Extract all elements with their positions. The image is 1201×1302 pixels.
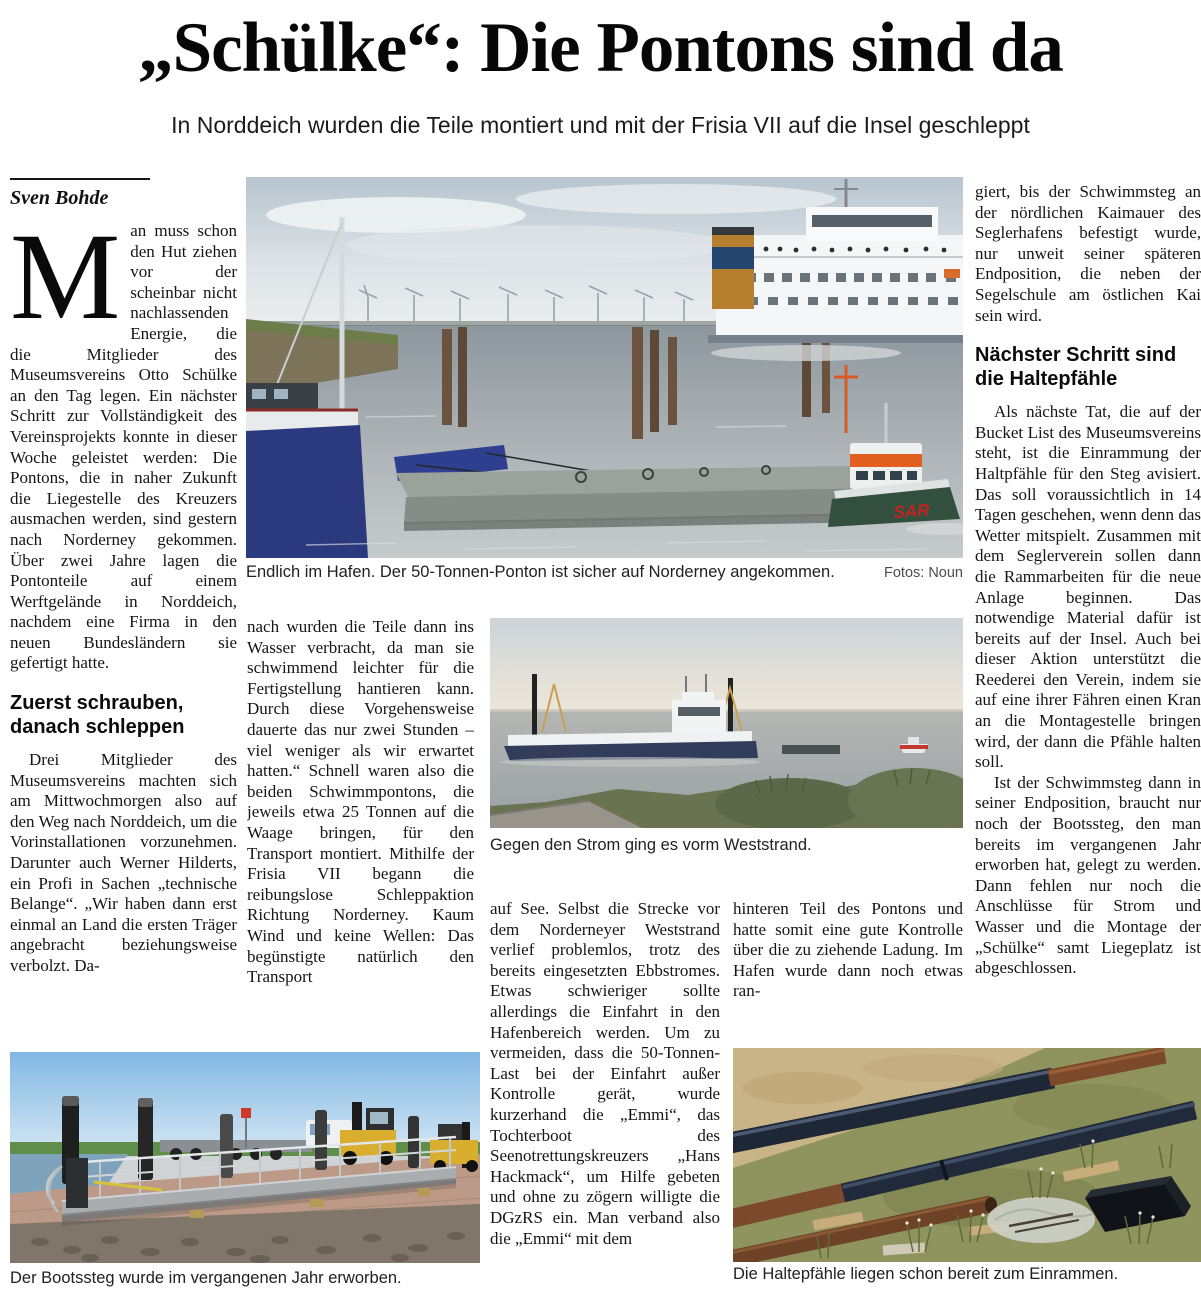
caption-weststrand — [490, 836, 963, 855]
byline-rule — [10, 178, 150, 180]
caption-text: Gegen den Strom ging es vorm Weststrand. — [490, 836, 812, 854]
text-column-2 — [247, 617, 474, 1037]
harbor-scene-illustration — [246, 177, 963, 558]
text-column-4 — [733, 899, 963, 1039]
photo-weststrand — [490, 618, 963, 828]
photo-harbor-arrival — [246, 177, 963, 558]
article-headline: „Schülke“: Die Pontons sind da — [138, 9, 1063, 87]
photo-bootssteg — [10, 1052, 480, 1263]
bootssteg-scene-illustration — [10, 1052, 480, 1263]
caption-text: Endlich im Hafen. Der 50-Tonnen-Ponton ist sicher auf Norderney angekommen. — [246, 563, 835, 581]
towed-pontoon — [782, 745, 840, 754]
haltepfaehle-scene-illustration — [733, 1048, 1201, 1262]
photo-credit: Fotos: Noun — [884, 565, 963, 581]
caption-haltepfaehle — [733, 1265, 1201, 1284]
text-column-3 — [490, 899, 720, 1302]
caption-bootssteg — [10, 1269, 480, 1288]
paragraph: Ist der Schwimmsteg dann in seiner Endposition, braucht nur noch der Bootssteg, den man bereits im vergangenen Jahr erworben hat, gelegt zu werden. Dann fehlen nur noch die Anschlüsse für Strom und Wasser und die Montage der „Schülke“ samt Liegeplatz ist abgeschlossen. — [975, 772, 1201, 978]
subheading-1: Zuerst schrauben, danach schleppen — [10, 692, 185, 739]
paragraph: auf See. Selbst die Strecke vor dem Norderneyer Weststrand verlief problemlos, trotz des bereits eingesetzten Ebbstromes. Etwas schwieriger sollte allerdings die Einfahrt in den Hafenbereich werden. Um zu vermeiden, dass die 50-Tonnen-Last bei der Einfahrt außer Kontrolle gerät, wurde kurzerhand die „Emmi“, das Tochterboot des Seenotrettungskreuzers „Hans Hackmack“, um Hilfe gebeten und ohne zu zögern willigte die DGzRS ein. Man verband also die „Emmi“ mit dem — [490, 899, 720, 1248]
paragraph-text: an muss schon den Hut ziehen vor der scheinbar nicht nachlassenden Energie, die die Mitglieder des Museumsvereins Otto Schülke an den Tag legen. Ein nächster Schritt zur Vollständigkeit des Vereinsprojekts konnte in dieser Woche geleistet werden: Die Pontons, die in naher Zukunft die Liegestelle des Kreuzers ausmachen werden, sind gestern nach Norderney gekommen. Über zwei Jahre lagen die Pontonteile auf einem Werftgelände in Norddeich, nachdem eine Firma in den neuen Bundesländern sie gefertigt hatte. — [10, 221, 237, 673]
weststrand-scene-illustration — [490, 618, 963, 828]
photo-haltepfaehle — [733, 1048, 1201, 1262]
paragraph: nach wurden die Teile dann ins Wasser verbracht, da man sie schwimmend leichter für die Fertigstellung hantieren kann. Durch diese Vorgehensweise dauerte das nur zwei Stunden – viel weniger als wir erwartet hatten.“ Schnell waren also die beiden Schwimmpontons, die jeweils etwa 25 Tonnen auf die Waage bringen, für den Transport montiert. Mithilfe der Frisia VII begann die reibungslose Schleppaktion Richtung Norderney. Kaum Wind und keine Wellen: Das begünstigte natürlich den Transport — [247, 617, 474, 987]
text-column-1 — [10, 221, 237, 1033]
paragraph: Als nächste Tat, die auf der Bucket List des Museumsvereins steht, ist die Einrammung der Haltpfähle für den Steg avisiert. Das soll voraussichtlich in 14 Tagen geschehen, wenn denn das Wetter mitspielt. Zusammen mit dem Seglerverein sollen dann die Rammarbeiten für die neue Anlage beginnen. Das notwendige Material dafür ist bereits auf der Insel. Auch bei dieser Aktion unterstützt die Reederei den Verein, indem sie auf eine ihrer Fähren einen Kran an die Montagestelle bringen wird, der dann die Pfähle halten soll. — [975, 402, 1201, 772]
byline — [10, 178, 237, 210]
author-name: Sven Bohde — [10, 187, 109, 209]
text-column-5 — [975, 182, 1201, 1038]
caption-text: Die Haltepfähle liegen schon bereit zum Einrammen. — [733, 1265, 1119, 1283]
paragraph: Drei Mitglieder des Museumsvereins machten sich am Mittwochmorgen also auf den Weg nach Norddeich, um die Vorinstallationen vorzunehmen. Darunter auch Werner Hilderts, ein Profi in Sachen „technische Belange“. „Wir haben dann erst einmal an Land die ersten Träger angebracht beziehungsweise verbolzt. Da- — [10, 750, 237, 975]
subheading-2: Nächster Schritt sind die Haltepfähle — [975, 344, 1177, 391]
paragraph — [10, 221, 237, 674]
distant-shore — [246, 321, 716, 326]
paragraph: giert, bis der Schwimmsteg an der nördlichen Kaimauer des Seglerhafens befestigt wurde, nur unweit seiner späteren Endposition, die neben der Segelschule am östlichen Kai sein wird. — [975, 182, 1201, 325]
drop-cap: M — [10, 221, 121, 345]
caption-text: Der Bootssteg wurde im vergangenen Jahr erworben. — [10, 1269, 402, 1287]
plastic-wrapped-bundle — [987, 1197, 1095, 1243]
article-subtitle: In Norddeich wurden die Teile montiert und mit der Frisia VII auf die Insel geschleppt — [171, 112, 1030, 138]
caption-harbor — [246, 563, 963, 582]
paragraph: hinteren Teil des Pontons und hatte somit eine gute Kontrolle über die zu ziehende Ladung. Im Hafen wurde dann noch etwas ran- — [733, 899, 963, 1001]
sar-boat-label: SAR — [892, 500, 931, 522]
